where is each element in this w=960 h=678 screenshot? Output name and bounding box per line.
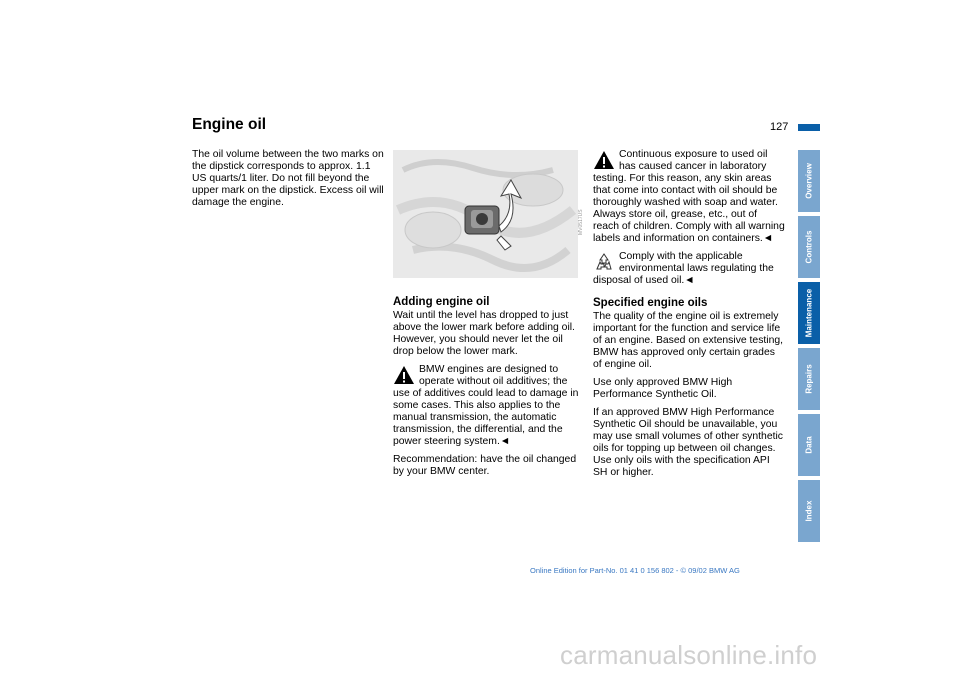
adding-oil-paragraph: Wait until the level has dropped to just above the lower mark before adding oil. However, you should never let the oil drop below the lower mark. bbox=[393, 310, 575, 357]
footer-edition: Online Edition for Part-No. 01 41 0 156 802 - © 09/02 BMW AG bbox=[530, 566, 740, 575]
tab-controls[interactable]: Controls bbox=[798, 216, 820, 278]
tab-repairs[interactable]: Repairs bbox=[798, 348, 820, 410]
column-1 bbox=[192, 149, 384, 215]
intro-paragraph: The oil volume between the two marks on the dipstick corresponds to approx. 1.1 US quarts/1 liter. Do not fill beyond the upper mark on the dipstick. Excess oil will damage the engine. bbox=[192, 149, 384, 208]
page-number: 127 bbox=[770, 121, 789, 133]
cancer-warning bbox=[593, 149, 785, 209]
recommendation-paragraph: Recommendation: have the oil changed by your BMW center. bbox=[393, 454, 577, 477]
oil-quality-paragraph: The quality of the engine oil is extremely important for the function and service life of an engine. Based on extensive testing, BMW has approved only certain grades of engine oil. bbox=[593, 311, 784, 370]
tab-index[interactable]: Index bbox=[798, 480, 820, 542]
cancer-warning-text: Continuous exposure to used oil has caused cancer in laboratory testing. For this reason, any skin areas that come into contact with oil should be thoroughly washed with soap and water. bbox=[593, 149, 778, 208]
environment-note-text: Comply with the applicable environmental laws regulating the disposal of used oil.◄ bbox=[593, 251, 774, 286]
specified-oils-heading: Specified engine oils bbox=[593, 297, 708, 309]
tab-maintenance[interactable]: Maintenance bbox=[798, 282, 820, 344]
storage-warning: Always store oil, grease, etc., out of reach of children. Comply with all warning labels and information on containers.◄ bbox=[593, 209, 785, 244]
page-title: Engine oil bbox=[192, 116, 267, 133]
tab-overview[interactable]: Overview bbox=[798, 150, 820, 212]
additives-warning-text: BMW engines are designed to operate without oil additives; the use of additives could lead to damage in some cases. This also applies to the manual transmission, the automatic transmission, the differential, and the power steering system.◄ bbox=[393, 364, 579, 447]
approved-oil-paragraph: Use only approved BMW High Performance Synthetic Oil. bbox=[593, 377, 733, 400]
tab-data[interactable]: Data bbox=[798, 414, 820, 476]
engine-oil-figure bbox=[393, 150, 578, 278]
additives-warning bbox=[393, 364, 583, 448]
figure-label: MV0517US bbox=[578, 209, 584, 235]
warning-icon bbox=[393, 364, 415, 386]
section-tabs bbox=[798, 150, 820, 546]
environment-note bbox=[593, 251, 785, 287]
recycle-icon bbox=[593, 251, 615, 273]
warning-icon bbox=[593, 149, 615, 171]
page-number-bar bbox=[798, 124, 820, 131]
alternative-oil-paragraph: If an approved BMW High Performance Synthetic Oil should be unavailable, you may use small volumes of other synthetic oils for topping up between oil changes. Use only oils with the specification API SH or higher. bbox=[593, 407, 783, 478]
adding-oil-heading: Adding engine oil bbox=[393, 296, 490, 308]
watermark: carmanualsonline.info bbox=[560, 640, 818, 670]
column-2 bbox=[393, 296, 583, 484]
engine-illustration bbox=[393, 150, 578, 278]
column-3 bbox=[593, 149, 785, 485]
